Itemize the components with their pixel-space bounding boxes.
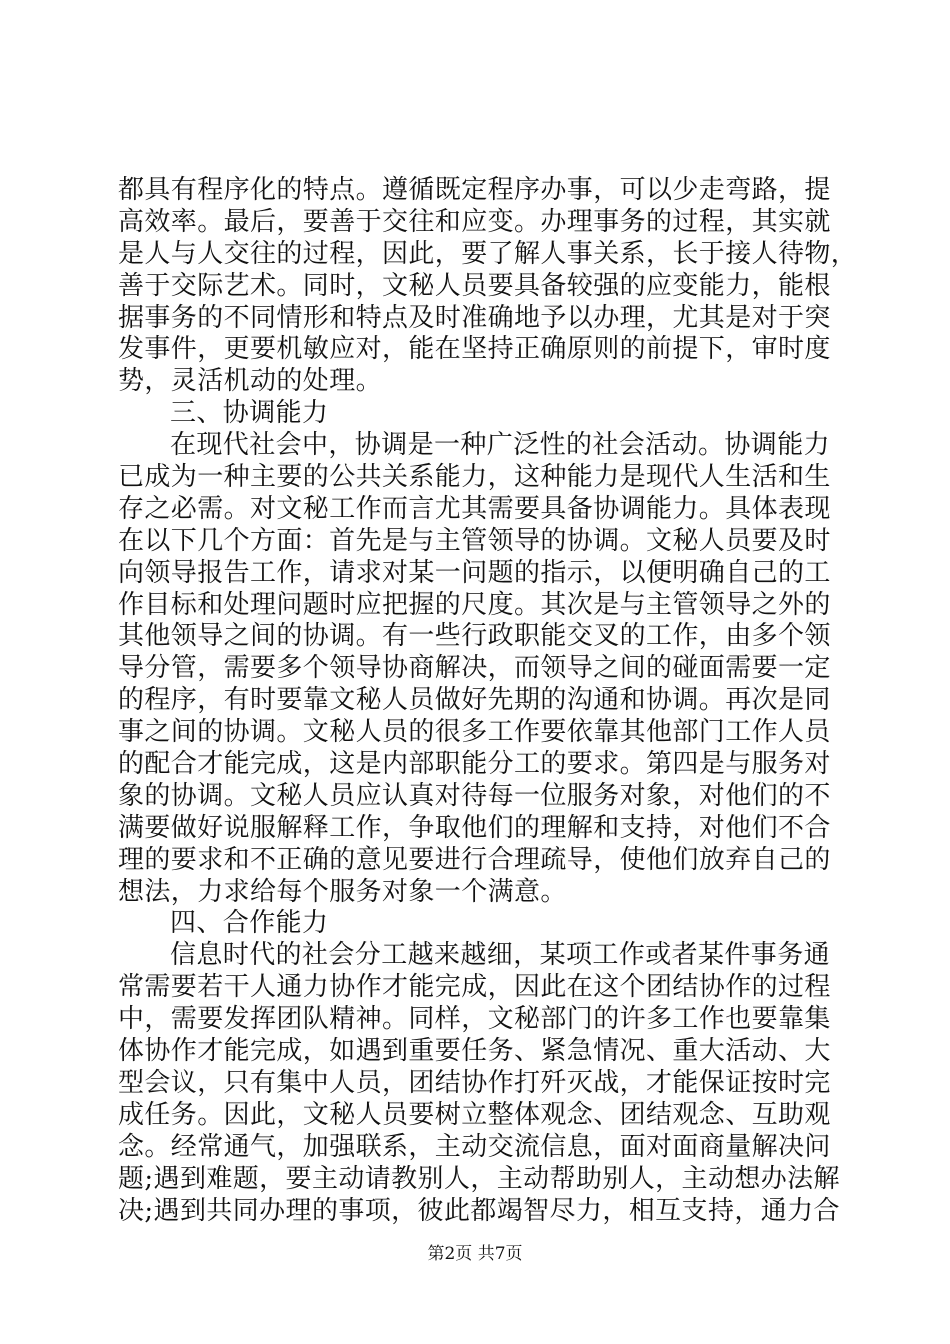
text-line: 题;遇到难题，要主动请教别人，主动帮助别人，主动想办法解 bbox=[118, 1163, 840, 1194]
text-line: 念。经常通气，加强联系，主动交流信息，面对面商量解决问 bbox=[118, 1131, 831, 1162]
text-line: 的配合才能完成，这是内部职能分工的要求。第四是与服务对 bbox=[118, 749, 831, 780]
text-line: 四、合作能力 bbox=[170, 908, 329, 939]
text-line: 事之间的协调。文秘人员的很多工作要依靠其他部门工作人员 bbox=[118, 717, 831, 748]
text-line: 在以下几个方面：首先是与主管领导的协调。文秘人员要及时 bbox=[118, 525, 831, 556]
text-line: 中，需要发挥团队精神。同样，文秘部门的许多工作也要靠集 bbox=[118, 1004, 831, 1035]
text-line: 想法，力求给每个服务对象一个满意。 bbox=[118, 876, 567, 907]
text-line: 是人与人交往的过程，因此，要了解人事关系，长于接人待物， bbox=[118, 238, 858, 269]
text-line: 常需要若干人通力协作才能完成，因此在这个团结协作的过程 bbox=[118, 972, 831, 1003]
page-number-footer: 第2页 共7页 bbox=[427, 1244, 523, 1264]
text-line: 的程序，有时要靠文秘人员做好先期的沟通和协调。再次是同 bbox=[118, 685, 831, 716]
text-line: 决;遇到共同办理的事项，彼此都竭智尽力，相互支持，通力合 bbox=[118, 1195, 840, 1226]
text-line: 势，灵活机动的处理。 bbox=[118, 366, 383, 397]
text-line: 理的要求和不正确的意见要进行合理疏导，使他们放弃自己的 bbox=[118, 844, 831, 875]
text-line: 导分管，需要多个领导协商解决，而领导之间的碰面需要一定 bbox=[118, 653, 831, 684]
text-line: 作目标和处理问题时应把握的尺度。其次是与主管领导之外的 bbox=[118, 589, 831, 620]
text-line: 在现代社会中，协调是一种广泛性的社会活动。协调能力 bbox=[170, 430, 831, 461]
text-line: 高效率。最后，要善于交往和应变。办理事务的过程，其实就 bbox=[118, 206, 831, 237]
text-line: 其他领导之间的协调。有一些行政职能交叉的工作，由多个领 bbox=[118, 621, 831, 652]
text-line: 体协作才能完成，如遇到重要任务、紧急情况、重大活动、大 bbox=[118, 1036, 831, 1067]
text-line: 信息时代的社会分工越来越细，某项工作或者某件事务通 bbox=[170, 940, 831, 971]
text-line: 据事务的不同情形和特点及时准确地予以办理，尤其是对于突 bbox=[118, 302, 831, 333]
text-line: 象的协调。文秘人员应认真对待每一位服务对象，对他们的不 bbox=[118, 780, 831, 811]
text-line: 向领导报告工作，请求对某一问题的指示，以便明确自己的工 bbox=[118, 557, 831, 588]
text-line: 型会议，只有集中人员，团结协作打歼灭战，才能保证按时完 bbox=[118, 1067, 831, 1098]
document-body bbox=[118, 175, 858, 1227]
text-line: 满要做好说服解释工作，争取他们的理解和支持，对他们不合 bbox=[118, 812, 831, 843]
text-line: 善于交际艺术。同时，文秘人员要具备较强的应变能力，能根 bbox=[118, 270, 831, 301]
text-line: 成任务。因此，文秘人员要树立整体观念、团结观念、互助观 bbox=[118, 1099, 831, 1130]
text-line: 三、协调能力 bbox=[170, 398, 329, 429]
text-line: 已成为一种主要的公共关系能力，这种能力是现代人生活和生 bbox=[118, 462, 831, 493]
text-line: 存之必需。对文秘工作而言尤其需要具备协调能力。具体表现 bbox=[118, 493, 831, 524]
text-line: 都具有程序化的特点。遵循既定程序办事，可以少走弯路，提 bbox=[118, 175, 831, 205]
text-line: 发事件，更要机敏应对，能在坚持正确原则的前提下，审时度 bbox=[118, 334, 831, 365]
